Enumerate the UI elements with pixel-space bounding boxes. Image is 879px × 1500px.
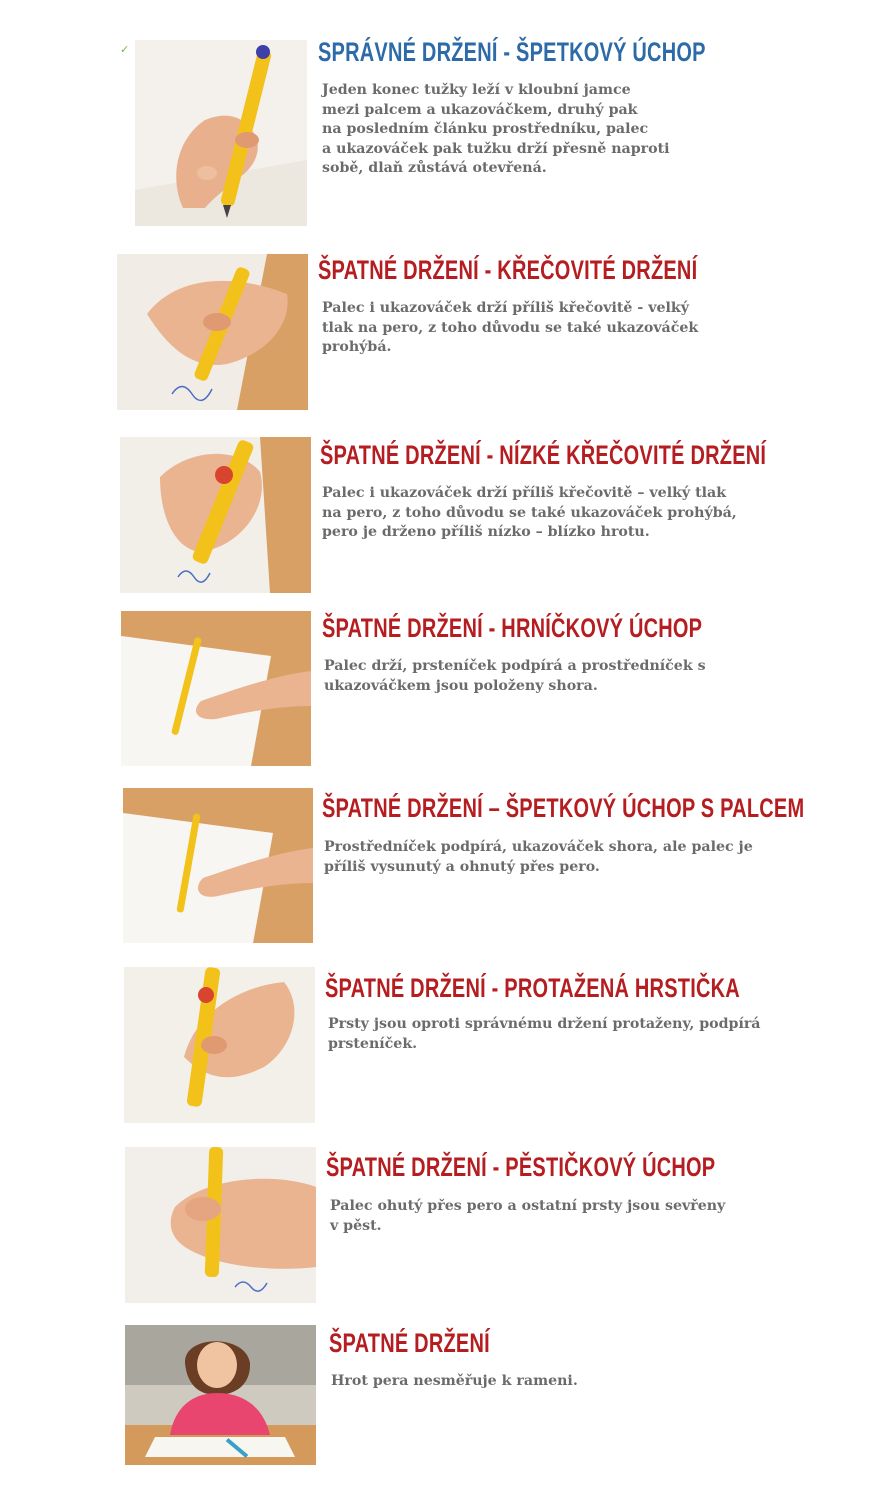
hand-holding-pencil-photo [117,254,308,410]
hand-holding-pencil-photo [120,437,311,593]
grip-title: ŠPATNÉ DRŽENÍ - PROTAŽENÁ HRSTIČKA [325,973,740,1003]
grip-title: ŠPATNÉ DRŽENÍ [329,1328,490,1358]
grip-description: Prostředníček podpírá, ukazováček shora, ale palec je příliš vysunutý a ohnutý přes pero. [324,839,753,875]
grip-title: ŠPATNÉ DRŽENÍ – ŠPETKOVÝ ÚCHOP S PALCEM [322,793,805,823]
grip-title: SPRÁVNÉ DRŽENÍ - ŠPETKOVÝ ÚCHOP [318,37,706,67]
grip-description: Palec ohutý přes pero a ostatní prsty jsou sevřeny v pěst. [330,1198,726,1234]
girl-writing-at-desk-photo [125,1325,316,1465]
grip-description: Prsty jsou oproti správnému držení protaženy, podpírá prsteníček. [328,1016,761,1052]
fist-holding-pencil-photo [125,1147,316,1303]
hand-holding-pencil-photo [124,967,315,1123]
grip-description: Palec i ukazováček drží příliš křečovitě – velký tlak na pero, z toho důvodu se také ukazováček prohýbá, pero je drženo příliš nízko – blízko hrotu. [322,485,737,540]
check-icon: ✓ [120,43,130,56]
grip-title: ŠPATNÉ DRŽENÍ - KŘEČOVITÉ DRŽENÍ [318,255,698,285]
grip-description: Palec i ukazováček drží příliš křečovitě - velký tlak na pero, z toho důvodu se také ukazováček prohýbá. [322,300,699,355]
grip-title: ŠPATNÉ DRŽENÍ - PĚSTIČKOVÝ ÚCHOP [326,1152,716,1182]
grip-description: Palec drží, prsteníček podpírá a prostředníček s ukazováčkem jsou položeny shora. [324,658,706,694]
grip-description: Jeden konec tužky leží v kloubní jamce mezi palcem a ukazováčkem, druhý pak na posledním článku prostředníku, palec a ukazováček pak tužku drží přesně naproti sobě, dlaň zůstává otevřená. [322,82,670,176]
grip-title: ŠPATNÉ DRŽENÍ - NÍZKÉ KŘEČOVITÉ DRŽENÍ [320,440,767,470]
hand-holding-pencil-photo [135,40,307,226]
hand-writing-on-desk-photo [121,611,311,766]
hand-writing-on-desk-photo [123,788,313,943]
grip-title: ŠPATNÉ DRŽENÍ - HRNÍČKOVÝ ÚCHOP [322,613,703,643]
grip-description: Hrot pera nesměřuje k rameni. [331,1373,578,1389]
